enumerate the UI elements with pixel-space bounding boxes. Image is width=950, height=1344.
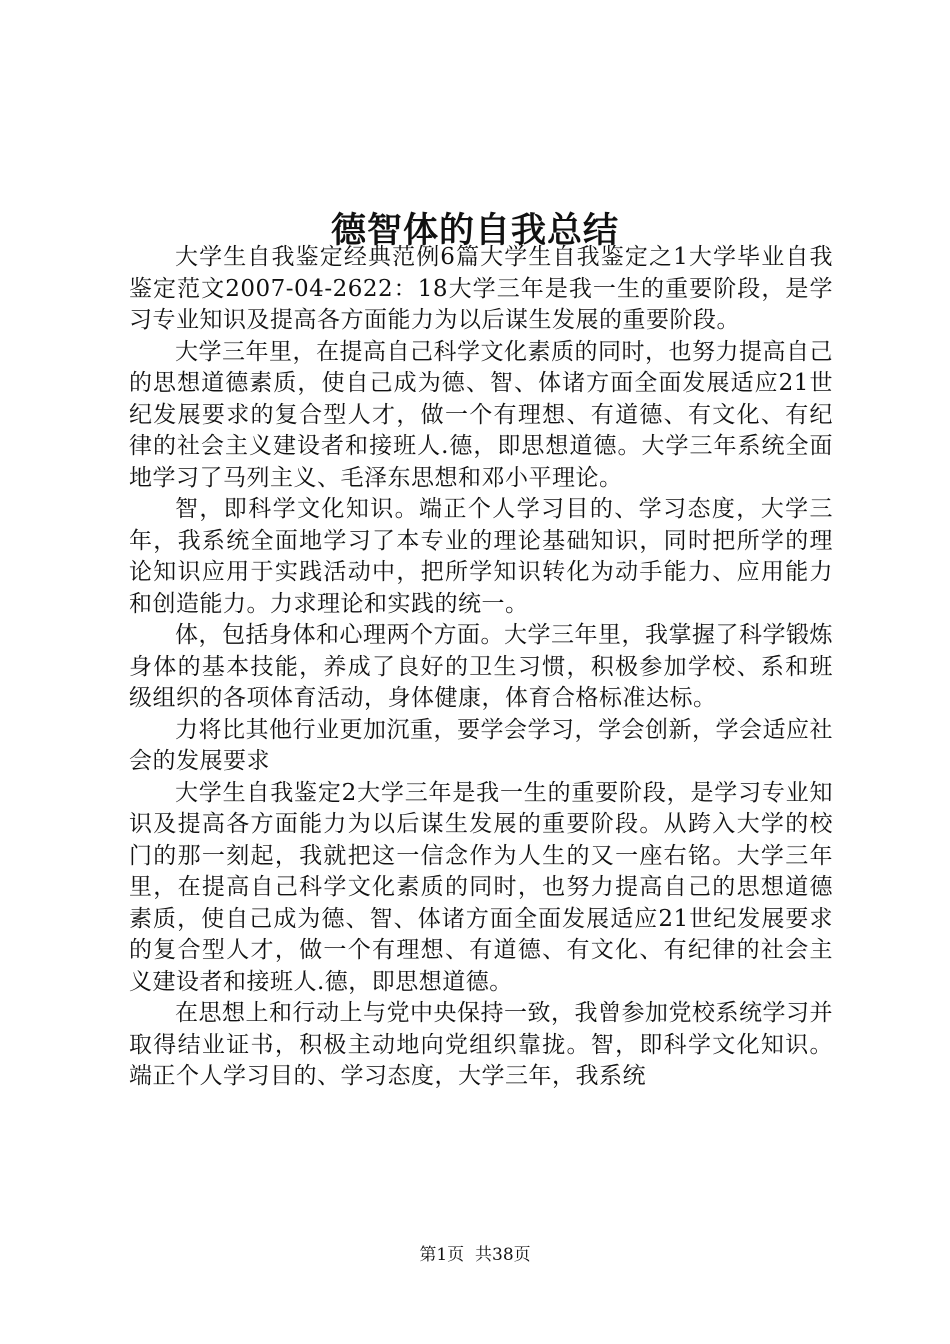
paragraph: 大学三年里，在提高自己科学文化素质的同时，也努力提高自己的思想道德素质，使自己成为德、智、体诸方面全面发展适应21世纪发展要求的复合型人才，做一个有理想、有道德、有文化、有纪律的社会主义建设者和接班人.德，即思想道德。大学三年系统全面地学习了马列主义、毛泽东思想和邓小平理论。: [129, 338, 833, 491]
document-body: [129, 242, 833, 1093]
document-title: 德智体的自我总结: [330, 210, 619, 252]
page-footer: [0, 1243, 950, 1267]
page-total: 共38页: [475, 1245, 531, 1265]
page-number: 第1页: [419, 1245, 465, 1265]
paragraph: 大学生自我鉴定2大学三年是我一生的重要阶段，是学习专业知识及提高各方面能力为以后谋生发展的重要阶段。从跨入大学的校门的那一刻起，我就把这一信念作为人生的又一座右铭。大学三年里，在提高自己科学文化素质的同时，也努力提高自己的思想道德素质，使自己成为德、智、体诸方面全面发展适应21世纪发展要求的复合型人才，做一个有理想、有道德、有文化、有纪律的社会主义建设者和接班人.德，即思想道德。: [129, 779, 833, 995]
paragraph: 力将比其他行业更加沉重，要学会学习，学会创新，学会适应社会的发展要求: [129, 716, 833, 774]
paragraph: 大学生自我鉴定经典范例6篇大学生自我鉴定之1大学毕业自我鉴定范文2007-04-2622：18大学三年是我一生的重要阶段，是学习专业知识及提高各方面能力为以后谋生发展的重要阶段。: [129, 244, 833, 333]
paragraph: 体，包括身体和心理两个方面。大学三年里，我掌握了科学锻炼身体的基本技能，养成了良好的卫生习惯，积极参加学校、系和班级组织的各项体育活动，身体健康，体育合格标准达标。: [129, 622, 833, 711]
paragraph: 在思想上和行动上与党中央保持一致，我曾参加党校系统学习并取得结业证书，积极主动地向党组织靠拢。智，即科学文化知识。端正个人学习目的、学习态度，大学三年，我系统: [129, 1000, 833, 1089]
paragraph: 智，即科学文化知识。端正个人学习目的、学习态度，大学三年，我系统全面地学习了本专业的理论基础知识，同时把所学的理论知识应用于实践活动中，把所学知识转化为动手能力、应用能力和创造能力。力求理论和实践的统一。: [129, 496, 833, 617]
